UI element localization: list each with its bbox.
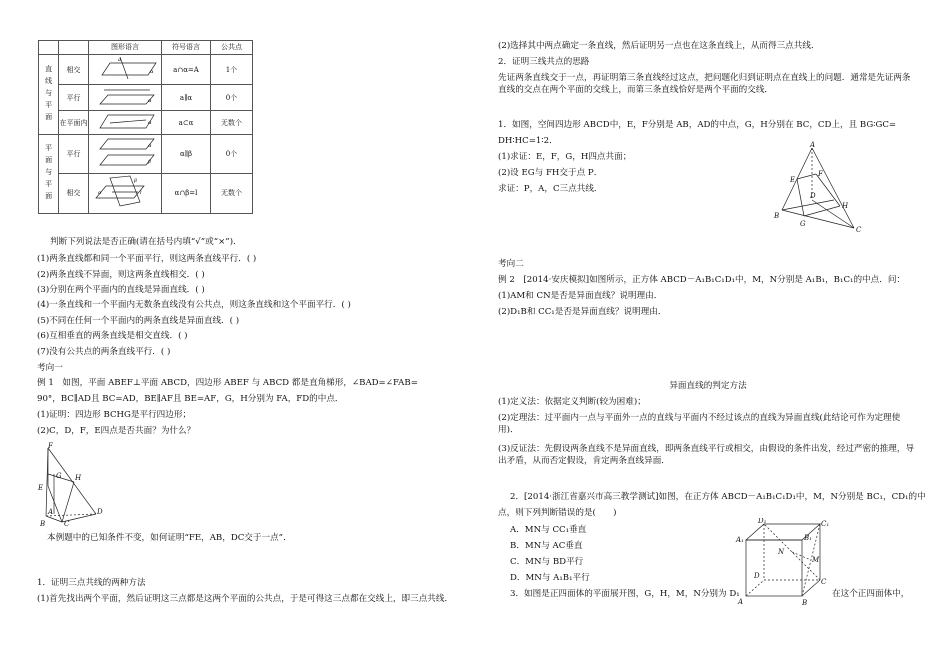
- fig2-label: D: [810, 192, 816, 200]
- question-3-tail: 在这个正四面体中，: [832, 589, 910, 599]
- fig1-label: E: [38, 484, 44, 492]
- example-2-q1: (1)AM和 CN是否是异面直线？说明理由．: [498, 291, 663, 301]
- svg-text:a: a: [118, 57, 121, 63]
- fig1-label: G: [56, 472, 62, 480]
- table-cell-rel: 相交: [59, 173, 89, 213]
- figure-line-in-plane: [89, 111, 162, 135]
- table-cell-count: 0个: [211, 135, 253, 173]
- fig3-label: B₁: [804, 534, 812, 542]
- skew-method-2: (2)定理法：过平面内一点与平面外一点的直线与平面内不经过该点的直线为异面直线(此结论可作为定理使用)．: [498, 413, 901, 436]
- svg-text:α: α: [148, 98, 152, 105]
- svg-text:β: β: [134, 177, 137, 184]
- question-1-c: 求证：P，A，C三点共线．: [498, 184, 603, 194]
- judge-intro: 判断下列说法是否正确(请在括号内填“√”或“×”).: [50, 237, 236, 247]
- kaoxiang-2: 考向二: [498, 259, 524, 269]
- svg-text:β: β: [148, 159, 151, 166]
- example-1-line2: 90°，BC∥AD且 BC=AD，BE∥AF且 BE=AF，G，H分别为 FA，FD的中点．: [37, 394, 344, 404]
- fig2-label: F: [818, 170, 823, 178]
- question-3-line: 3．如图是正四面体的平面展开图，G，H，M，N分别为 D₁: [510, 589, 740, 599]
- judge-item-5: (5)不同在任何一个平面内的两条直线是异面直线．( ): [37, 316, 240, 326]
- figure-plane-parallel: [89, 135, 162, 173]
- figure-question-1: [770, 140, 870, 236]
- judge-item-2: (2)两条直线不异面，则这两条直线相交．( ): [37, 270, 205, 280]
- fig3-label: N: [778, 548, 785, 556]
- figure-plane-intersect: [89, 173, 162, 213]
- question-1-line1: 1．如图，空间四边形 ABCD中，E，F分别是 AB，AD的中点，G，H分别在 BC，CD上，且 BG∶GC=: [498, 120, 897, 130]
- fig1-label: B: [40, 520, 46, 528]
- table-cell-count: 无数个: [211, 173, 253, 213]
- figure-question-2-cube: [732, 518, 832, 608]
- group-plane-plane: 平面与平面: [39, 135, 59, 213]
- fig2-label: H: [842, 202, 849, 210]
- example-1-line1: 例 1 如图，平面 ABEF⊥平面 ABCD，四边形 ABEF 与 ABCD 都是直角梯形，∠BAD=∠FAB=: [37, 378, 418, 388]
- method-2: (2)选择其中两点确定一条直线，然后证明另一点也在这条直线上，从而得三点共线．: [498, 41, 820, 51]
- fig2-label: A: [810, 141, 816, 149]
- fig1-label: A: [48, 508, 54, 516]
- fig1-label: C: [64, 520, 70, 528]
- fig2-label: B: [774, 212, 780, 220]
- judge-item-6: (6)互相垂直的两条直线是相交直线．( ): [37, 331, 188, 341]
- fig1-label: D: [97, 508, 103, 516]
- judge-item-1: (1)两条直线都和同一个平面平行，则这两条直线平行．( ): [37, 254, 257, 264]
- fig1-label: H: [75, 474, 82, 482]
- concur-text: 先证两条直线交于一点，再证明第三条直线经过这点，把问题化归到证明点在直线上的问题．通常是先证两条直线的交点在两个平面的交线上，而第三条直线恰好是两个平面的交线．: [498, 73, 911, 96]
- fig2-label: C: [856, 226, 862, 234]
- question-1-a: (1)求证：E，F，G，H四点共面；: [498, 152, 632, 162]
- skew-title: 异面直线的判定方法: [669, 381, 747, 391]
- example-1-followup: 本例题中的已知条件不变，如何证明“FE，AB，DC交于一点”．: [47, 533, 292, 543]
- fig3-label: M: [812, 556, 820, 564]
- question-2-option-a: A．MN与 CC₁垂直: [510, 525, 587, 535]
- table-cell-rel: 平行: [59, 85, 89, 111]
- fig2-label: E: [790, 176, 796, 184]
- question-1-b: (2)设 EG与 FH交于点 P．: [498, 168, 603, 178]
- question-2-option-b: B．MN与 AC垂直: [510, 541, 583, 551]
- table-cell-rel: 相交: [59, 55, 89, 85]
- method-1: (1)首先找出两个平面，然后证明这三点都是这两个平面的公共点，于是可得这三点都在交线上，即三点共线．: [37, 594, 454, 604]
- relation-table: [38, 40, 253, 214]
- fig3-label: A: [738, 598, 744, 606]
- table-header-symbol: 符号语言: [162, 41, 211, 55]
- example-2-q2: (2)D₁B和 CC₁是否是异面直线？说明理由．: [498, 307, 667, 317]
- table-cell-count: 0个: [211, 85, 253, 111]
- example-2-line: 例 2 [2014·安庆模拟]如图所示，正方体 ABCD－A₁B₁C₁D₁中，M，N分别是 A₁B₁，B₁C₁的中点．问：: [498, 275, 906, 285]
- figure-line-intersect: [89, 55, 162, 85]
- table-cell-rel: 在平面内: [59, 111, 89, 135]
- question-1-line2: DH∶HC=1∶2．: [498, 136, 558, 146]
- fig3-label: D: [754, 572, 760, 580]
- svg-text:l: l: [140, 189, 142, 196]
- svg-text:α: α: [148, 143, 152, 150]
- question-2-option-d: D．MN与 A₁B₁平行: [510, 573, 590, 583]
- table-header-figure: 图形语言: [89, 41, 162, 55]
- figure-line-parallel: [89, 85, 162, 111]
- fig3-label: C₁: [821, 520, 830, 528]
- question-2-line1: 2．[2014·浙江省嘉兴市高三教学测试]如图，在正方体 ABCD－A₁B₁C₁D₁中，M，N分别是 BC₁，CD₁的中: [510, 492, 926, 502]
- fig3-label: B: [802, 599, 808, 607]
- question-2-line2: 点，则下列判断错误的是( ): [498, 508, 617, 518]
- fig3-label: D₁: [758, 518, 767, 525]
- question-2-option-c: C．MN与 BD平行: [510, 557, 584, 567]
- skew-method-3: (3)反证法：先假设两条直线不是异面直线，即两条直线平行或相交，由假设的条件出发，经过严密的推理，导出矛盾，从而否定假设，肯定两条直线异面．: [498, 444, 915, 467]
- table-header-common: 公共点: [211, 41, 253, 55]
- fig3-label: A₁: [736, 536, 744, 544]
- judge-item-7: (7)没有公共点的两条直线平行．( ): [37, 347, 171, 357]
- table-cell-count: 1个: [211, 55, 253, 85]
- concur-title: 2．证明三线共点的思路: [498, 57, 590, 67]
- svg-text:α: α: [150, 69, 154, 75]
- example-1-q2: (2)C，D，F，E四点是否共面？为什么？: [37, 426, 196, 436]
- judge-item-3: (3)分别在两个平面内的直线是异面直线．( ): [37, 285, 205, 295]
- table-cell-rel: 平行: [59, 135, 89, 173]
- skew-method-1: (1)定义法：依据定义判断(较为困难)；: [498, 397, 646, 407]
- figure-example-1: [36, 442, 106, 528]
- example-1-q1: (1)证明：四边形 BCHG是平行四边形；: [37, 410, 192, 420]
- table-cell-symbol: a∥α: [162, 85, 211, 111]
- group-line-plane: 直线与平面: [39, 55, 59, 135]
- judge-item-4: (4)一条直线和一个平面内无数条直线没有公共点，则这条直线和这个平面平行．( ): [37, 300, 351, 310]
- method-title: 1．证明三点共线的两种方法: [37, 578, 146, 588]
- svg-text:α: α: [148, 120, 152, 127]
- fig3-label: C: [821, 578, 827, 586]
- fig2-label: G: [800, 220, 806, 228]
- table-cell-count: 无数个: [211, 111, 253, 135]
- table-cell-symbol: a⊂α: [162, 111, 211, 135]
- svg-text:α: α: [98, 189, 102, 196]
- fig1-label: F: [48, 442, 53, 450]
- table-cell-symbol: α∥β: [162, 135, 211, 173]
- kaoxiang-1: 考向一: [37, 363, 63, 373]
- table-cell-symbol: a∩α=A: [162, 55, 211, 85]
- table-cell-symbol: α∩β=l: [162, 173, 211, 213]
